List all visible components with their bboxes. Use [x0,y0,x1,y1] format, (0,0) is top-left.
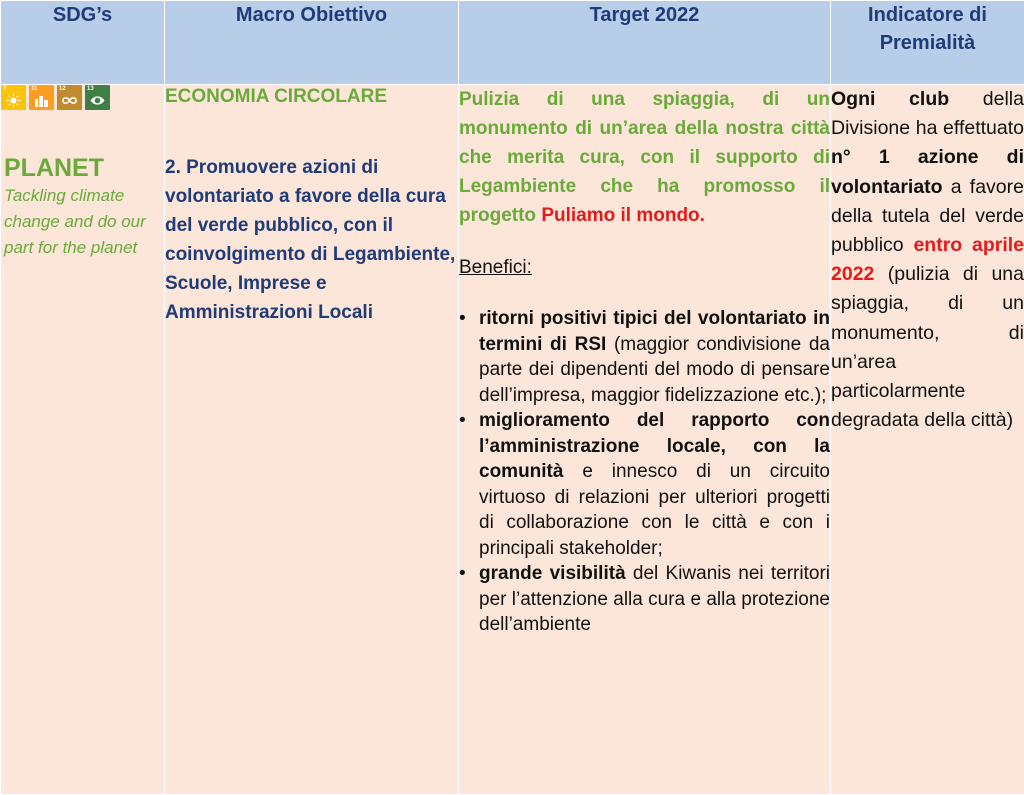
planet-tagline: Tackling climate change and do our part for the planet [4,186,146,257]
sdg-11-city-icon: 11 [29,85,54,110]
list-item: • ritorni positivi tipici del volontariato in termini di RSI (maggior condivisione da parte dei dipendenti del modo di pensare dell’impresa, maggior fidelizzazione etc.); [459,306,830,408]
benefici-title: Benefici: [459,257,532,278]
sdg-13-eye-globe-icon: 13 [85,85,110,110]
planet-title: PLANET [4,154,104,182]
premialita-cell [831,85,1024,795]
benefits-list [459,306,830,638]
header-indicatore: Indicatore di Premialità [831,1,1024,85]
project-name: Puliamo il mondo. [541,205,705,226]
target-intro: Pulizia di una spiaggia, di un monumento di un’area della nostra città che merita cura, con il supporto di Legambiente che ha promosso il progetto [459,89,830,226]
content-row [1,85,1024,795]
header-macro-obiettivo: Macro Obiettivo [165,1,459,85]
macro-obiettivo-cell [165,85,459,795]
premialita-text: Ogni club della Divisione ha effettuato n° 1 azione di volontariato a favore della tutela del verde pubblico entro aprile 2022 (pulizia di una spiaggia, di un monumento, di un’area particolarmente degradata della città) [831,88,1024,432]
list-item: • miglioramento del rapporto con l’amministrazione locale, con la comunità e innesco di un circuito virtuoso di relazioni per ulteriori progetti di collaborazione con le città e con i principali stakeholder; [459,408,830,561]
sdg-cell [1,85,165,795]
target-description [459,85,830,230]
list-item: • grande visibilità del Kiwanis nei territori per l’attenzione alla cura e alla protezione dell’ambiente [459,561,830,638]
macro-objective: 2. Promuovere azioni di volontariato a favore della cura del verde pubblico, con il coinvolgimento di Legambiente, Scuole, Imprese e Amministrazioni Locali [165,157,456,323]
macro-category: ECONOMIA CIRCOLARE [165,86,388,107]
header-sdg: SDG’s [1,1,165,85]
target-cell [459,85,831,795]
sdg-12-infinity-icon: 12 [57,85,82,110]
sdg-icons [1,85,164,110]
header-row [1,1,1024,85]
sdg-7-sun-icon: 7 [1,85,26,110]
header-target: Target 2022 [459,1,831,85]
